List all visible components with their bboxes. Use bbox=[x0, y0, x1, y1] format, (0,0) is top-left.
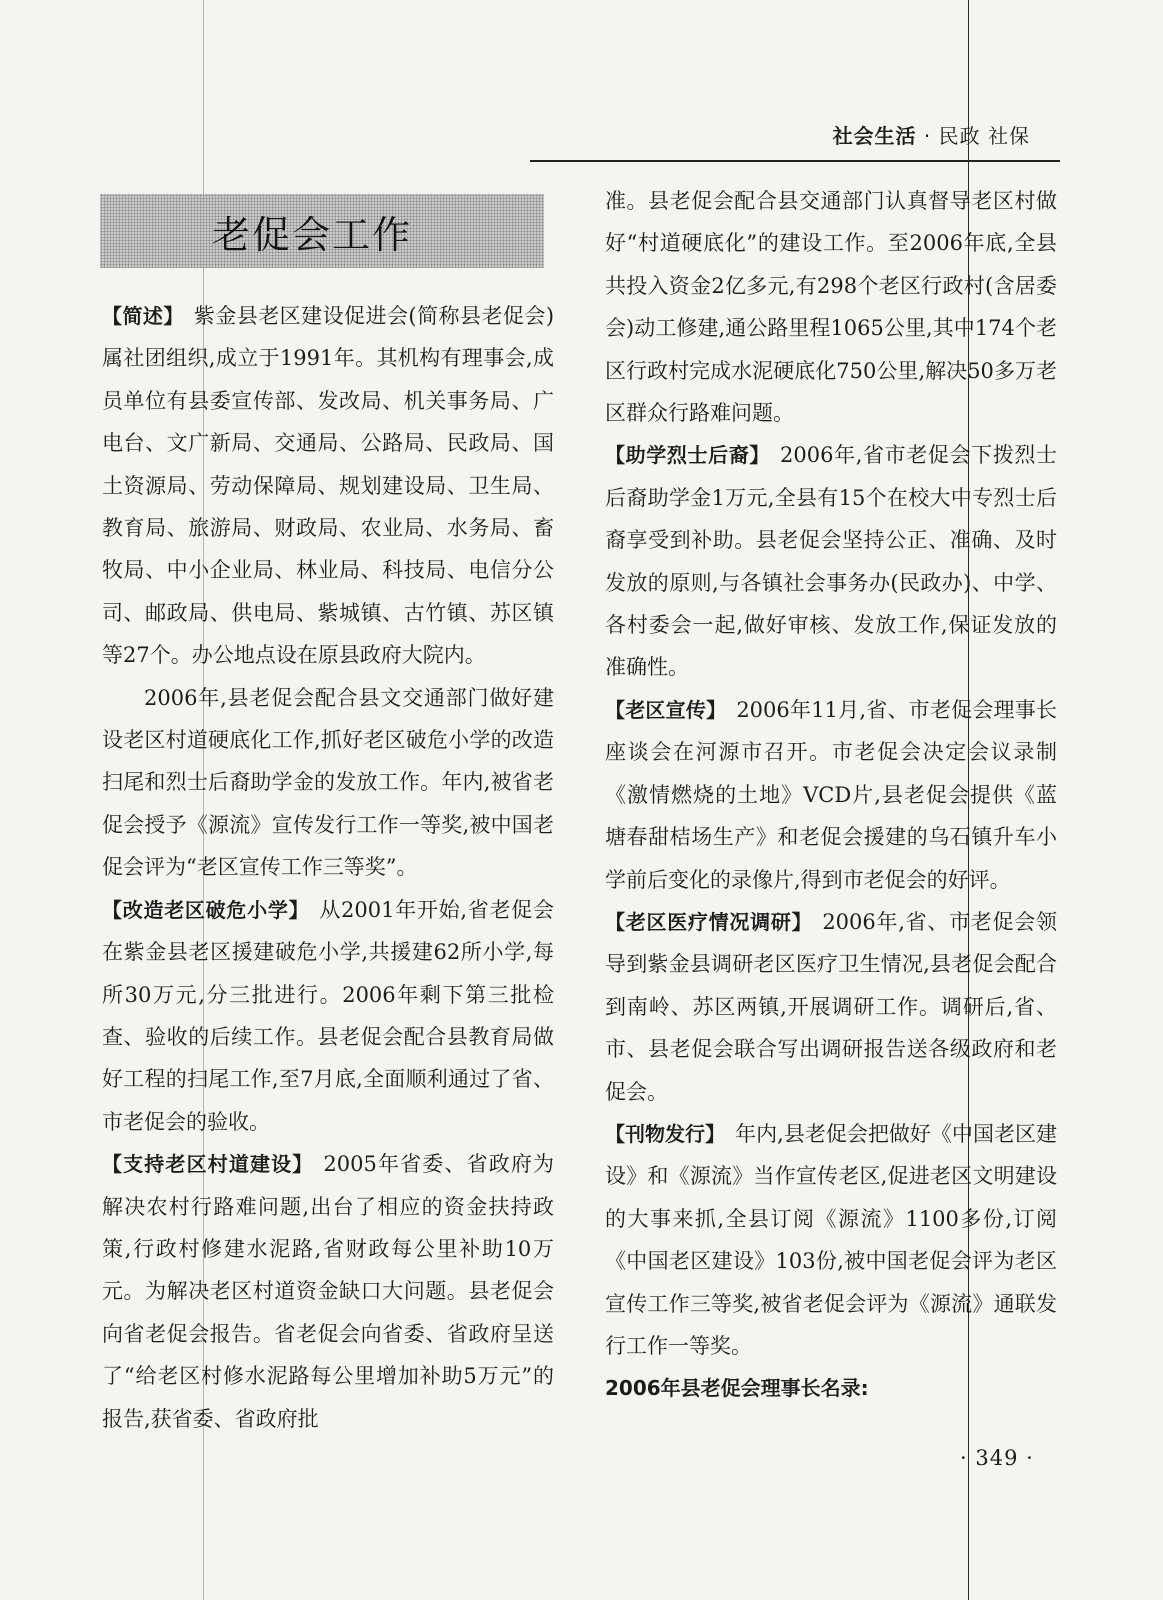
article-title: 老促会工作 bbox=[211, 212, 412, 257]
paragraph-text: 紫金县老区建设促进会(简称县老促会)属社团组织,成立于1991年。其机构有理事会,成员单位有县委宣传部、发改局、机关事务局、广电台、文广新局、交通局、公路局、民政局、国土资源局、劳动保障局、规划建设局、卫生局、教育局、旅游局、财政局、农业局、水务局、畜牧局、中小企业局、林业局、科技局、电信分公司、邮政局、供电局、紫城镇、古竹镇、苏区镇等27个。办公地点设在原县政府大院内。 bbox=[102, 304, 555, 668]
section-sub: 民政 社保 bbox=[938, 124, 1030, 148]
section-label bbox=[833, 120, 1030, 149]
paragraph-village-roads-cont bbox=[605, 180, 1057, 434]
section-main: 社会生活 bbox=[832, 124, 917, 148]
left-column bbox=[102, 295, 554, 1440]
paragraph-text: 准。县老促会配合县交通部门认真督导老区村做好“村道硬底化”的建设工作。至2006年底,全县共投入资金2亿多元,有298个老区行政村(含居委会)动工修建,通公路里程1065公里,其中174个老区行政村完成水泥硬底化750公里,解决50多万老区群众行路难问题。 bbox=[605, 189, 1057, 426]
paragraph-summary-2006 bbox=[102, 677, 554, 889]
paragraph-village-roads bbox=[102, 1143, 554, 1440]
paragraph-martyr-scholarship bbox=[605, 434, 1057, 688]
paragraph-tag: 【简述】 bbox=[102, 304, 184, 328]
paragraph-text: 2006年,省、市老促会领导到紫金县调研老区医疗卫生情况,县老促会配合到南岭、苏区两镇,开展调研工作。调研后,省、市、县老促会联合写出调研报告送各级政府和老促会。 bbox=[605, 909, 1058, 1104]
roster-heading bbox=[605, 1367, 1057, 1409]
article-title-box bbox=[100, 194, 544, 268]
paragraph-tag: 【改造老区破危小学】 bbox=[102, 897, 310, 922]
paragraph-text: 2006年,县老促会配合县文交通部门做好建设老区村道硬底化工作,抓好老区破危小学的改造扫尾和烈士后裔助学金的发放工作。年内,被省老促会授予《源流》宣传发行工作一等奖,被中国老促会评为“老区宣传工作三等奖”。 bbox=[102, 685, 554, 880]
paragraph-publications bbox=[605, 1113, 1057, 1367]
paragraph-tag: 【支持老区村道建设】 bbox=[102, 1152, 314, 1177]
paragraph-school-rebuild bbox=[102, 889, 554, 1143]
paragraph-tag: 【老区医疗情况调研】 bbox=[605, 909, 813, 934]
paragraph-text: 2006年,省市老促会下拨烈士后裔助学金1万元,全县有15个在校大中专烈士后裔享受到补助。县老促会坚持公正、准确、及时发放的原则,与各镇社会事务办(民政办)、中学、各村委会一起,做好审核、发放工作,保证发放的准确性。 bbox=[605, 443, 1057, 680]
roster-heading-text: 2006年县老促会理事长名录: bbox=[605, 1376, 869, 1401]
section-separator: · bbox=[923, 124, 932, 148]
paragraph-text: 从2001年开始,省老促会在紫金县老区援建破危小学,共援建62所小学,每所30万元,分三批进行。2006年剩下第三批检查、验收的后续工作。县老促会配合县教育局做好工程的扫尾工作,至7月底,全面顺利通过了省、市老促会的验收。 bbox=[102, 897, 555, 1134]
running-header bbox=[530, 116, 1060, 162]
page-number: · 349 · bbox=[960, 1446, 1034, 1470]
right-column bbox=[605, 180, 1057, 1410]
paragraph-medical-survey bbox=[605, 901, 1057, 1113]
paragraph-text: 2006年11月,省、市老促会理事长座谈会在河源市召开。市老促会决定会议录制《激情燃烧的土地》VCD片,县老促会提供《蓝塘春甜桔场生产》和老促会援建的乌石镇升车小学前后变化的录像片,得到市老促会的好评。 bbox=[605, 697, 1057, 892]
paragraph-overview bbox=[102, 295, 554, 677]
paragraph-tag: 【助学烈士后裔】 bbox=[605, 443, 770, 468]
paragraph-publicity bbox=[605, 689, 1057, 901]
paragraph-tag: 【刊物发行】 bbox=[605, 1121, 726, 1146]
paragraph-tag: 【老区宣传】 bbox=[605, 697, 727, 722]
paragraph-text: 年内,县老促会把做好《中国老区建设》和《源流》当作宣传老区,促进老区文明建设的大事来抓,全县订阅《源流》1100多份,订阅《中国老区建设》103份,被中国老促会评为老区宣传工作三等奖,被省老促会评为《源流》通联发行工作一等奖。 bbox=[605, 1121, 1057, 1358]
paragraph-text: 2005年省委、省政府为解决农村行路难问题,出台了相应的资金扶持政策,行政村修建水泥路,省财政每公里补助10万元。为解决老区村道资金缺口大问题。县老促会向省老促会报告。省老促会向省委、省政府呈送了“给老区村修水泥路每公里增加补助5万元”的报告,获省委、省政府批 bbox=[102, 1152, 554, 1431]
